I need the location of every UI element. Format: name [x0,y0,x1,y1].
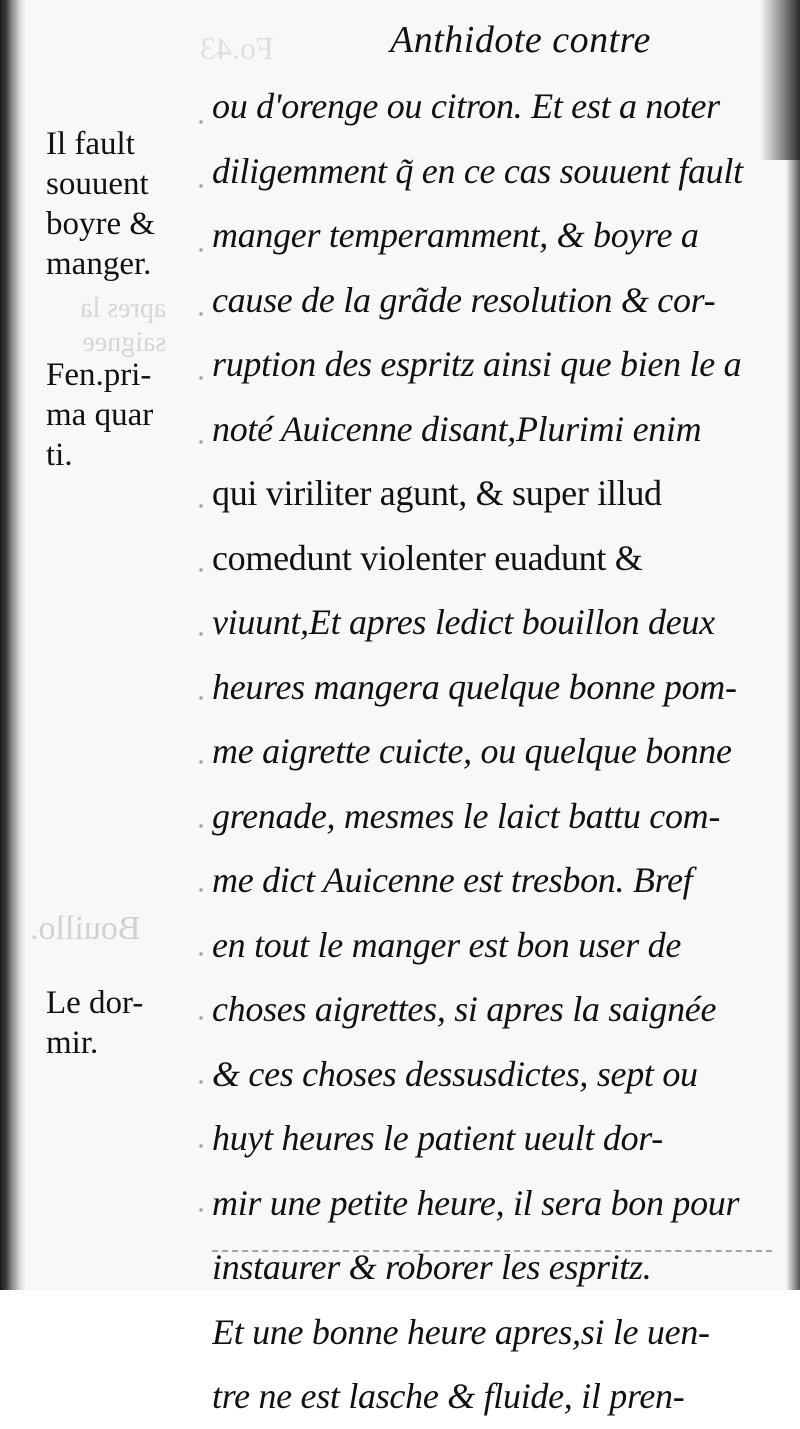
text-line: manger temperamment, & boyre a [212,215,699,255]
bleed-through-side-word: Bouillo. [30,910,141,947]
text-line: instaurer & roborer les espritz. [212,1247,652,1287]
margin-note-line: Fen.pri- [46,357,152,393]
body-text [212,74,772,1429]
text-line: mir une petite heure, il sera bon pour [212,1182,740,1223]
text-line: Et une bonne heure apres,si le uen- [212,1311,710,1352]
margin-note-line: mir. [46,1025,99,1061]
text-line: qui viriliter agunt, & super illud [212,473,662,513]
text-line: tre ne est lasche & fluide, il pren- [212,1376,685,1416]
running-head: Anthidote contre [390,19,651,61]
text-line: grenade, mesmes le laict battu com- [212,795,721,836]
page-edge-shadow-lower [786,160,800,1290]
margin-note-line: souuent [46,166,149,202]
binding-gutter [0,0,26,1290]
text-line: & ces choses dessusdictes, sept ou [212,1053,698,1094]
margin-note-line: ti. [46,437,73,473]
text-line: cause de la grãde resolution & cor- [212,279,716,320]
bleed-through-note [80,292,166,360]
text-line: en tout le manger est bon user de [212,924,682,965]
text-line: ou d'orenge ou citron. Et est a noter [212,86,720,126]
text-line: noté Auicenne disant,Plurimi enim [212,408,702,449]
text-line: me dict Auicenne est tresbon. Bref [212,860,693,900]
text-line: choses aigrettes, si apres la saignée [212,989,717,1029]
bottom-rule [212,1250,772,1252]
margin-note-line: Le dor- [46,985,144,1021]
text-line: ruption des espritz ainsi que bien le a [212,344,742,384]
margin-note-boire-manger [46,124,155,284]
text-line: heures mangera quelque bonne pom- [212,666,737,707]
bleed-through-line: apres la [80,293,167,324]
margin-note-line: boyre & [46,206,156,242]
text-line: comedunt violenter euadunt & [212,537,643,578]
margin-note-le-dormir [46,983,143,1063]
line-guide-marks [196,90,206,1240]
text-line: me aigrette cuicte, ou quelque bonne [212,731,732,771]
bleed-through-line: saignee [82,327,167,358]
text-line: viuunt,Et apres ledict bouillon deux [212,602,715,642]
text-line: diligemment q̃ en ce cas souuent fault [212,150,743,191]
text-line: huyt heures le patient ueult dor- [212,1118,663,1158]
bleed-through-folio: Fo.43 [200,30,274,66]
margin-note-line: Il fault [46,126,135,162]
margin-note-fen-prima [46,355,153,475]
margin-note-line: manger. [46,246,152,282]
margin-note-line: ma quar [46,397,154,433]
